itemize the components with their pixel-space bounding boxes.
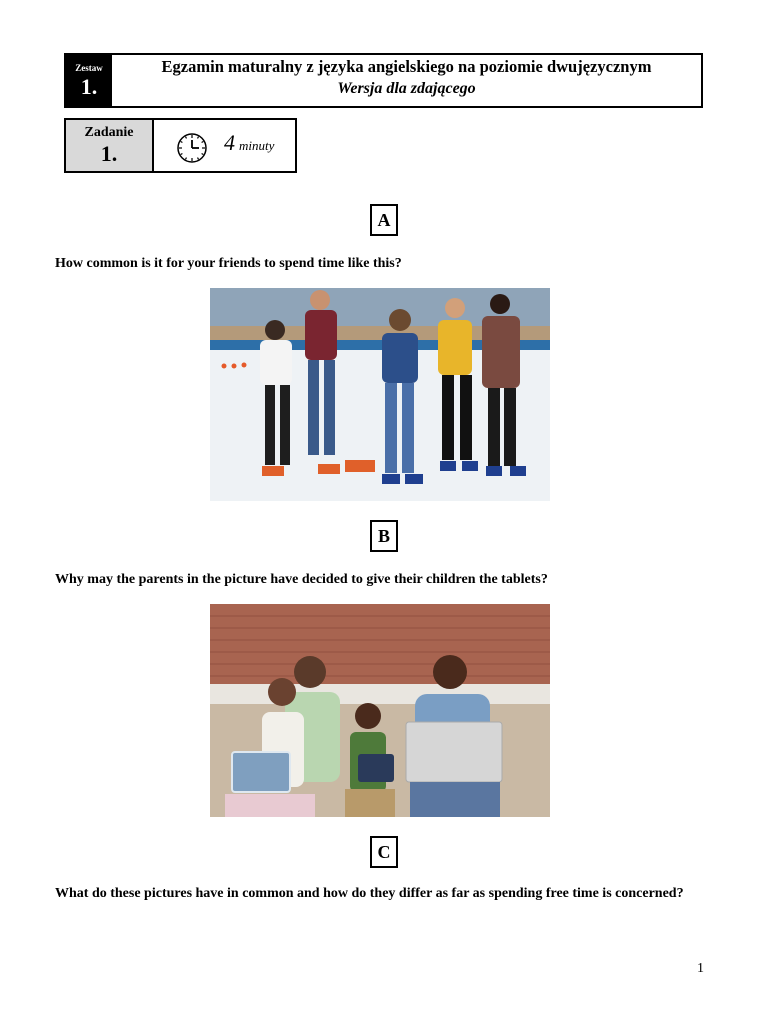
photo-family-with-tablets <box>210 604 550 817</box>
section-letter-b: B <box>370 520 398 552</box>
task-label: Zadanie <box>84 125 134 140</box>
exam-subtitle: Wersja dla zdającego <box>337 80 476 97</box>
photo-ice-skating-friends <box>210 288 550 501</box>
set-badge <box>66 55 112 106</box>
exam-header <box>64 53 703 108</box>
task-number-cell <box>66 120 154 171</box>
time-unit: minuty <box>239 138 275 153</box>
clock-icon <box>176 132 208 164</box>
time-value: 4 <box>224 130 235 155</box>
time-limit <box>224 130 274 156</box>
section-letter-c: C <box>370 836 398 868</box>
page-number: 1 <box>697 961 704 976</box>
question-c: What do these pictures have in common and how do they differ as far as spending free time is concerned? <box>55 886 684 901</box>
set-number: 1. <box>80 74 98 99</box>
task-box <box>64 118 297 173</box>
section-letter-a: A <box>370 204 398 236</box>
set-label: Zestaw <box>75 63 103 73</box>
task-number: 1. <box>100 141 118 166</box>
question-a: How common is it for your friends to spend time like this? <box>55 256 402 271</box>
question-b: Why may the parents in the picture have decided to give their children the tablets? <box>55 572 548 587</box>
exam-title: Egzamin maturalny z języka angielskiego na poziomie dwujęzycznym <box>161 57 652 76</box>
